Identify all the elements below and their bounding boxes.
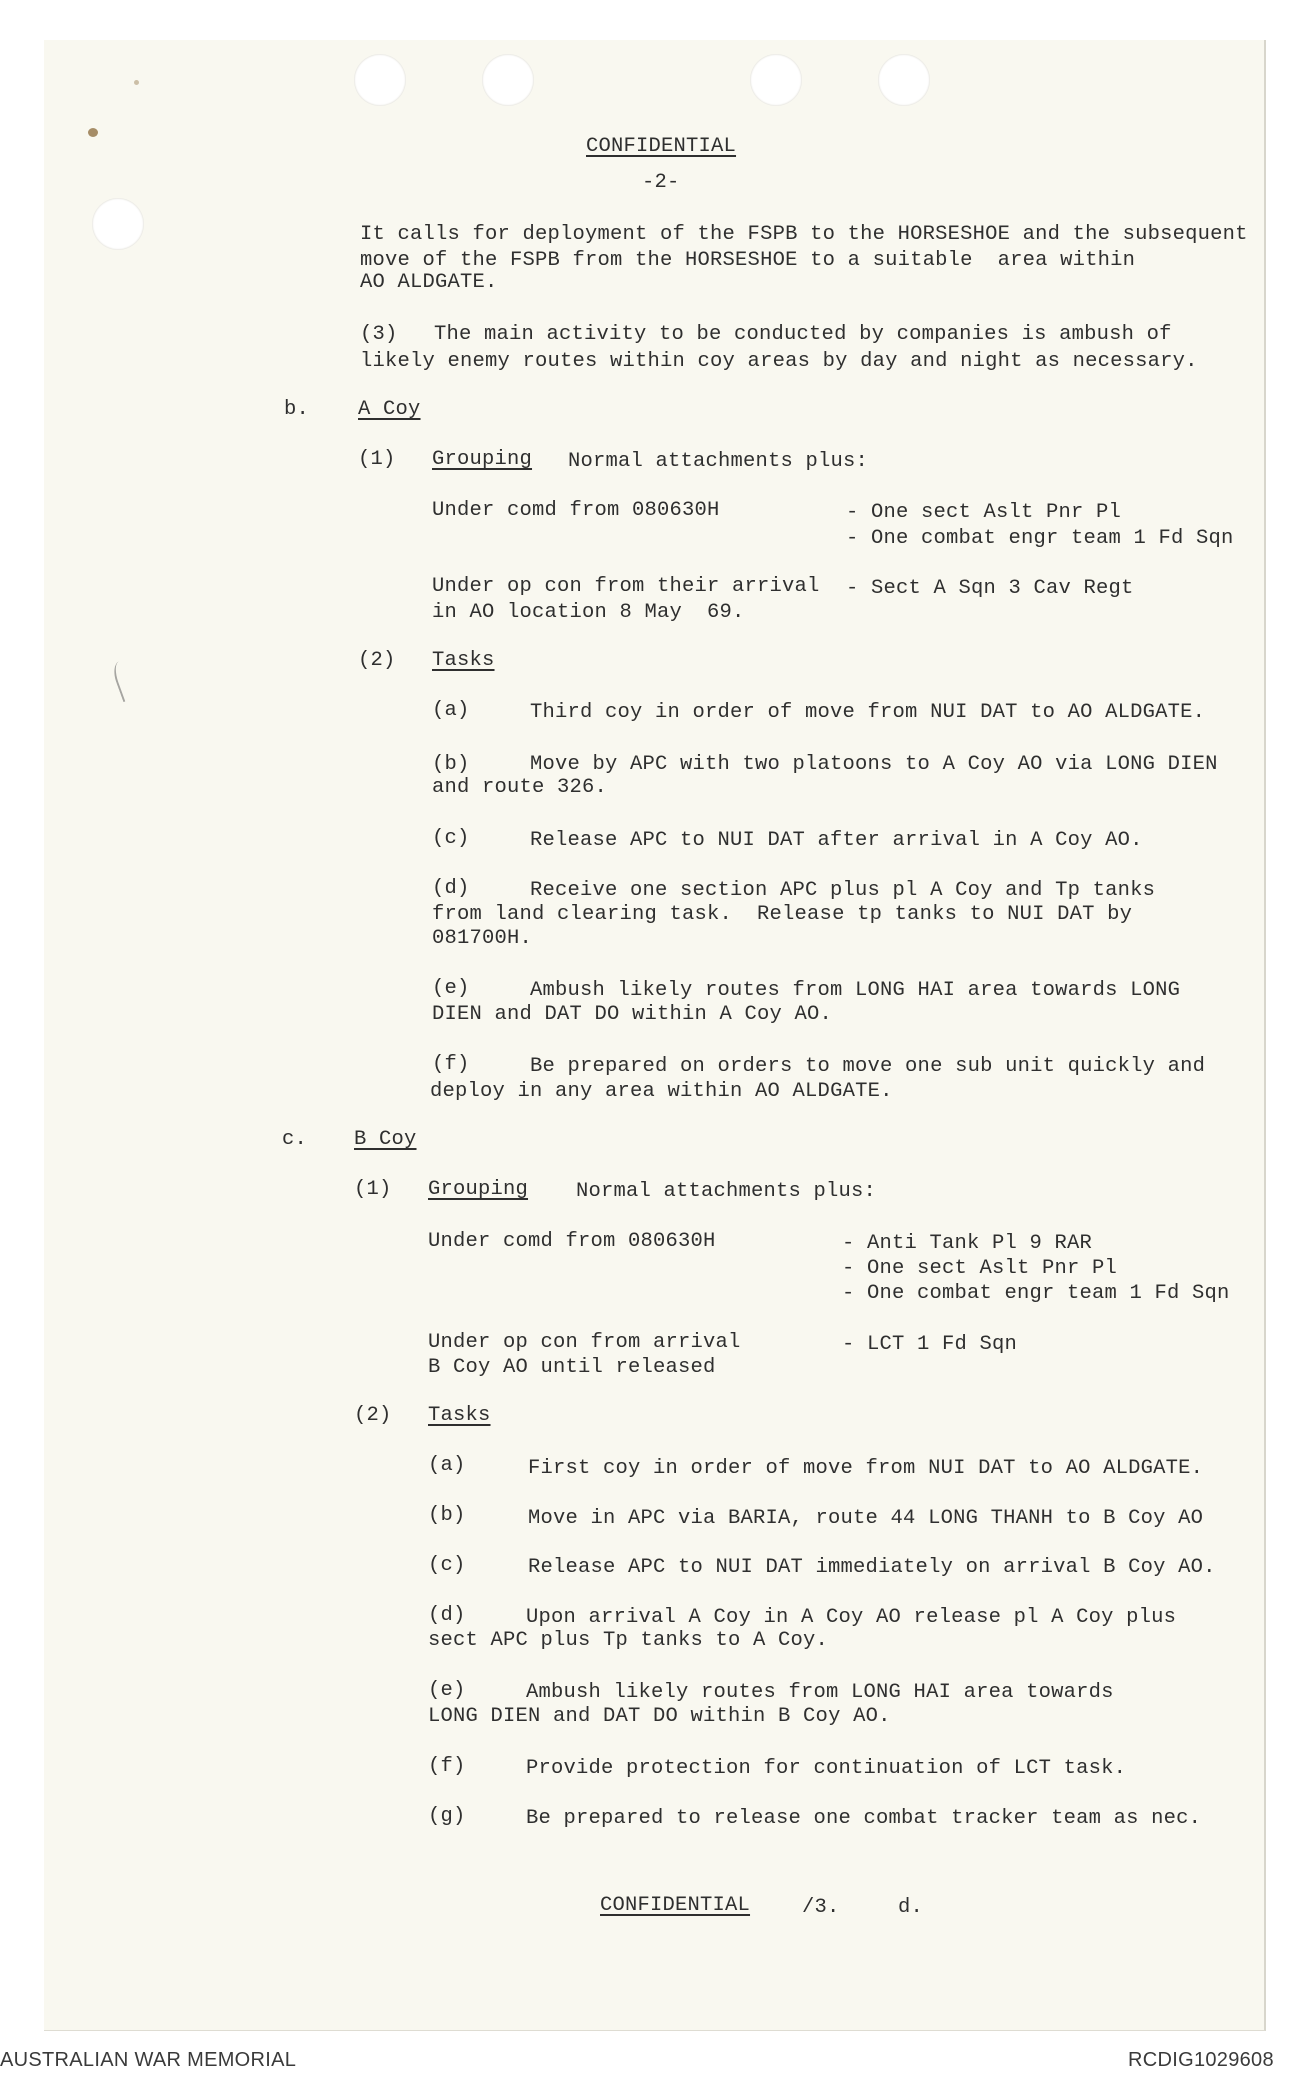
grouping-text: Normal attachments plus: [568,450,869,473]
task-line: from land clearing task. Release tp tanks to NUI DAT by [432,903,1133,926]
attachment-item: - One sect Aslt Pnr Pl [846,501,1122,524]
task-number: (a) [432,699,470,722]
task-line: LONG DIEN and DAT DO within B Coy AO. [428,1705,891,1728]
task-line: Ambush likely routes from LONG HAI area towards [526,1681,1114,1704]
task-line: Be prepared on orders to move one sub unit quickly and [530,1055,1206,1078]
task-number: (d) [428,1604,466,1627]
page-number: -2- [642,171,680,194]
para-number: (3) [360,323,398,346]
punch-hole [92,198,144,250]
task-line: Move in APC via BARIA, route 44 LONG THANH to B Coy AO [528,1507,1204,1530]
under-op-label: Under op con from their arrival [432,575,820,598]
subpara-number: (1) [354,1178,392,1201]
grouping-label: Grouping [432,448,533,471]
task-line: sect APC plus Tp tanks to A Coy. [428,1629,829,1652]
intro-line: AO ALDGATE. [360,271,498,294]
task-line: Be prepared to release one combat tracker team as nec. [526,1807,1202,1830]
attachment-item: - Anti Tank Pl 9 RAR [842,1232,1093,1255]
punch-hole [354,54,406,106]
task-number: (f) [428,1755,466,1778]
punch-hole [750,54,802,106]
header-classification: CONFIDENTIAL [586,135,737,158]
task-line: Move by APC with two platoons to A Coy AO via LONG DIEN [530,753,1218,776]
section-letter: b. [284,398,310,421]
task-number: (f) [432,1053,470,1076]
task-line: Receive one section APC plus pl A Coy and Tp tanks [530,879,1156,902]
subpara-number: (2) [358,649,396,672]
section-title: A Coy [358,398,421,421]
intro-line: It calls for deployment of the FSPB to the HORSESHOE and the subsequent [360,223,1248,246]
next-page-ref: /3. [802,1896,840,1919]
task-number: (c) [428,1554,466,1577]
intro-line: move of the FSPB from the HORSESHOE to a suitable area within [360,249,1136,272]
para-line: likely enemy routes within coy areas by day and night as necessary. [360,350,1198,373]
attachment-item: - One combat engr team 1 Fd Sqn [846,527,1234,550]
task-line: Release APC to NUI DAT after arrival in A Coy AO. [530,829,1143,852]
subpara-number: (1) [358,448,396,471]
attachment-item: - Sect A Sqn 3 Cav Regt [846,577,1134,600]
attachment-item: - One sect Aslt Pnr Pl [842,1257,1118,1280]
attachment-item: - LCT 1 Fd Sqn [842,1333,1018,1356]
attachment-item: - One combat engr team 1 Fd Sqn [842,1282,1230,1305]
task-number: (e) [432,977,470,1000]
ink-stain [134,80,139,85]
task-line: deploy in any area within AO ALDGATE. [430,1080,893,1103]
section-letter: c. [282,1128,308,1151]
task-number: (c) [432,827,470,850]
punch-hole [482,54,534,106]
task-line: First coy in order of move from NUI DAT to AO ALDGATE. [528,1457,1204,1480]
task-line: 081700H. [432,927,533,950]
ink-stain [88,128,98,137]
under-comd-label: Under comd from 080630H [428,1230,716,1253]
next-para-ref: d. [898,1896,924,1919]
task-number: (b) [428,1504,466,1527]
under-op-label: B Coy AO until released [428,1356,716,1379]
task-number: (g) [428,1805,466,1828]
task-line: Ambush likely routes from LONG HAI area towards LONG [530,979,1181,1002]
grouping-label: Grouping [428,1178,529,1201]
under-op-label: Under op con from arrival [428,1331,741,1354]
para-line: The main activity to be conducted by companies is ambush of [434,323,1172,346]
subpara-number: (2) [354,1404,392,1427]
task-number: (a) [428,1454,466,1477]
grouping-text: Normal attachments plus: [576,1180,877,1203]
task-line: Third coy in order of move from NUI DAT to AO ALDGATE. [530,701,1206,724]
punch-hole [878,54,930,106]
task-line: Provide protection for continuation of LCT task. [526,1757,1127,1780]
tasks-label: Tasks [428,1404,491,1427]
task-line: Release APC to NUI DAT immediately on arrival B Coy AO. [528,1556,1216,1579]
task-line: and route 326. [432,776,608,799]
task-number: (b) [432,753,470,776]
archive-id: RCDIG1029608 [1128,2049,1274,2071]
tasks-label: Tasks [432,649,495,672]
under-comd-label: Under comd from 080630H [432,499,720,522]
task-number: (e) [428,1679,466,1702]
task-number: (d) [432,877,470,900]
task-line: DIEN and DAT DO within A Coy AO. [432,1003,833,1026]
footer-classification: CONFIDENTIAL [600,1894,751,1917]
section-title: B Coy [354,1128,417,1151]
task-line: Upon arrival A Coy in A Coy AO release pl A Coy plus [526,1606,1177,1629]
under-op-label: in AO location 8 May 69. [432,601,745,624]
archive-source: AUSTRALIAN WAR MEMORIAL [0,2049,297,2071]
